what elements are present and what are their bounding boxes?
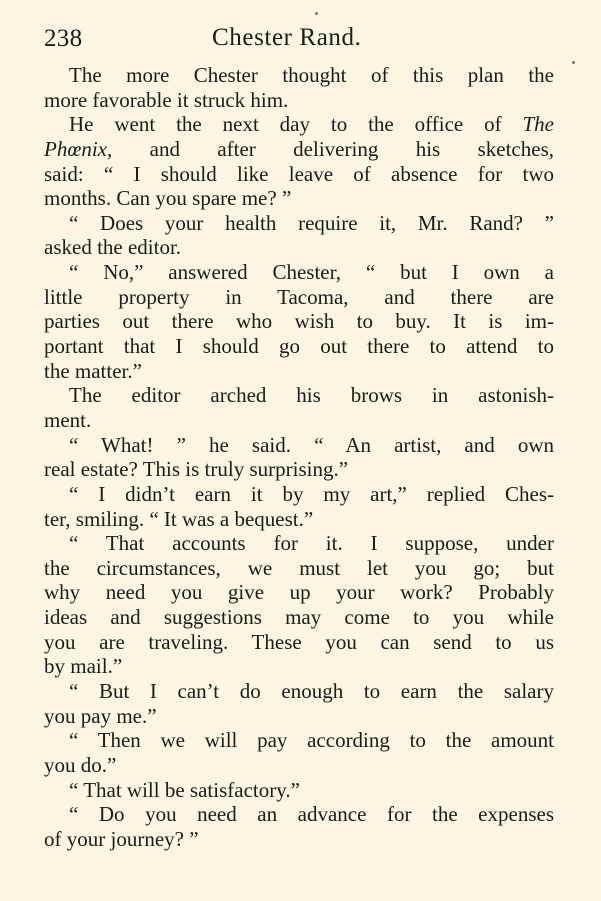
- text-line: why need you give up your work? Probably: [44, 580, 554, 605]
- text-line: you are traveling. These you can send to us: [44, 629, 554, 654]
- italic-text: Phœnix,: [44, 136, 113, 161]
- page-number: 238: [44, 25, 83, 52]
- text-line: “ Do you need an advance for the expenses: [69, 802, 554, 827]
- text-line: “ I didn’t earn it by my art,” replied Ches-: [69, 481, 554, 506]
- text-line: said: “ I should like leave of absence for two: [44, 161, 554, 186]
- text-line: “ What! ” he said. “ An artist, and own: [69, 432, 554, 457]
- text-line: “ Does your health require it, Mr. Rand? ”: [69, 210, 554, 235]
- text-line: “ Then we will pay according to the amount: [69, 728, 554, 753]
- text-line: real estate? This is truly surprising.”: [44, 457, 349, 482]
- text-line: little property in Tacoma, and there are: [44, 284, 554, 309]
- text-line: “ But I can’t do enough to earn the salary: [69, 679, 554, 704]
- text-line: parties out there who wish to buy. It is im-: [44, 309, 554, 334]
- text-line: “ That will be satisfactory.”: [69, 777, 300, 802]
- running-head: Chester Rand.: [212, 24, 362, 51]
- text-line: Phœnix, and after delivering his sketches,: [44, 136, 554, 161]
- text-line: The editor arched his brows in astonish-: [69, 383, 554, 408]
- text-line: you do.”: [44, 752, 117, 777]
- text-line: ter, smiling. “ It was a bequest.”: [44, 506, 314, 531]
- text-line: ideas and suggestions may come to you while: [44, 605, 554, 630]
- text-line: The more Chester thought of this plan the: [69, 63, 554, 87]
- text-line: months. Can you spare me? ”: [44, 186, 292, 211]
- page-header: [44, 20, 571, 54]
- text-line: asked the editor.: [44, 235, 182, 260]
- text-line: “ That accounts for it. I suppose, under: [69, 531, 554, 556]
- text-line: ment.: [44, 407, 92, 432]
- text-line: by mail.”: [44, 654, 123, 679]
- body-text: [44, 63, 554, 852]
- text-line: you pay me.”: [44, 703, 157, 728]
- print-speck: [315, 12, 318, 15]
- print-speck: [572, 61, 575, 64]
- text-line: more favorable it struck him.: [44, 87, 289, 112]
- text-line: He went the next day to the office of The: [69, 112, 554, 137]
- text-line: portant that I should go out there to attend to: [44, 334, 554, 359]
- text-line: the matter.”: [44, 358, 142, 383]
- text-line: “ No,” answered Chester, “ but I own a: [69, 260, 554, 285]
- text-line: the circumstances, we must let you go; but: [44, 555, 554, 580]
- italic-text: The: [522, 112, 554, 137]
- text-line: of your journey? ”: [44, 826, 199, 851]
